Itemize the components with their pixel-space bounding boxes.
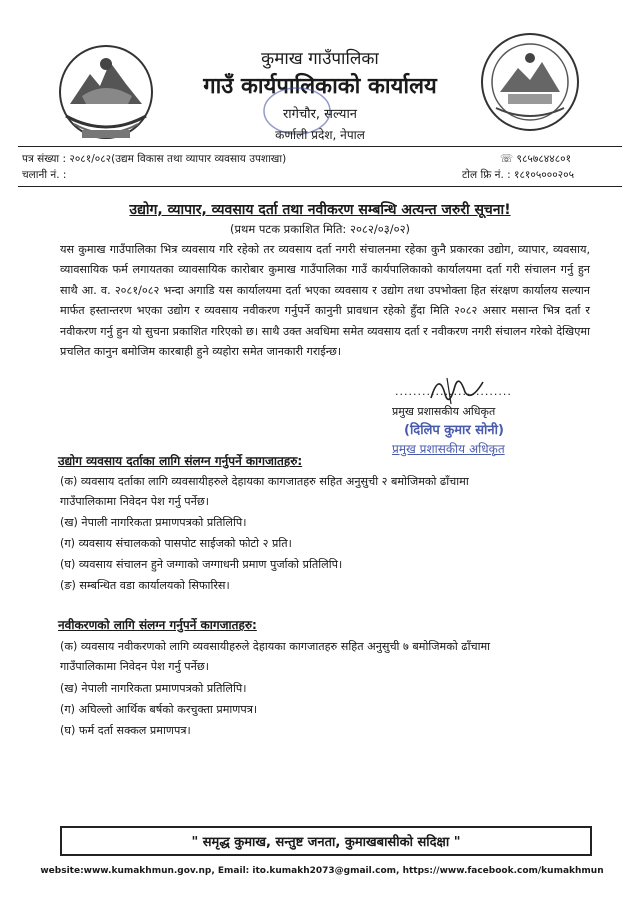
phone-icon: ☏ <box>500 153 514 165</box>
renewal-heading: नवीकरणको लागि संलग्न गर्नुपर्ने कागजातहरु: <box>58 618 257 632</box>
reference-number: पत्र संख्या : २०८१/०८२(उद्यम विकास तथा व्यापार व्यवसाय उपशाखा) <box>22 153 287 165</box>
office-address: रागेचौर, सल्यान <box>282 107 358 122</box>
notice-body: यस कुमाख गाउँपालिका भित्र व्यवसाय गरि रहेको तर व्यवसाय दर्ता नगरी संचालनमा रहेका कुनै प्रकारका उद्योग, व्यापार, व्यवसाय, व्यावसायिक फर्म लगायतका व्यावसायिक कारोबार कुमाख गाउँपालिका गाउँ कार्यपालिकाको कार्यालयमा दर्ता गरी संचालन गर्नु हुन साथै आ. व. २०८१/०८२ भन्दा अगाडि यस कार्यालयमा दर्ता भएका व्यवसाय र उद्योग तथा उपभोक्ता हित संरक्षण कार्यालय सल्यान मार्फत हस्तान्तरण भएका उद्योग र व्यवसाय नवीकरण गर्नुपर्ने कानुनी प्रावधान रहेको हुँदा मिति २०८२ असार मसान्त भित्र दर्ता र नवीकरण गर्नु हुन यो सुचना प्रकाशित गरिएको छ। साथै उक्त अवधिमा समेत व्यवसाय दर्ता र नवीकरण नगरी संचालन गरेको देखिएमा प्रचलित कानुन बमोजिम कारबाही हुने व्यहोरा समेत जानकारी गराईन्छ। <box>60 243 590 359</box>
list-item: (ग) अघिल्लो आर्थिक बर्षको करचुक्ता प्रमाणपत्र। <box>60 703 258 716</box>
list-item: गाउँपालिकामा निवेदन पेश गर्नु पर्नेछ। <box>60 495 209 508</box>
dispatch-number: चलानी नं. : <box>22 169 67 181</box>
signatory-title: प्रमुख प्रशासकीय अधिकृत <box>392 405 496 418</box>
signatory-stamp: प्रमुख प्रशासकीय अधिकृत <box>392 442 505 456</box>
office-name: गाउँ कार्यपालिकाको कार्यालय <box>203 74 437 99</box>
municipality-name: कुमाख गाउँपालिका <box>261 49 379 69</box>
list-item: (क) व्यवसाय नवीकरणको लागि व्यवसायीहरुले देहायका कागजातहरु सहित अनुसुची ७ बमोजिमको ढाँचामा <box>60 640 491 653</box>
registration-heading: उद्योग व्यवसाय दर्ताका लागि संलग्न गर्नुपर्ने कागजातहरु: <box>58 454 303 468</box>
province-country: कर्णाली प्रदेश, नेपाल <box>275 128 365 142</box>
phone-number: ☏ ९८५७८४४८०१ <box>500 153 572 165</box>
notice-publish-date: (प्रथम पटक प्रकाशित मिति: २०८२/०३/०२) <box>229 222 411 236</box>
header-divider <box>18 146 622 147</box>
list-item: (ग) व्यवसाय संचालकको पासपोट साईजको फोटो २ प्रति। <box>60 537 292 550</box>
list-item: गाउँपालिकामा निवेदन पेश गर्नु पर्नेछ। <box>60 660 209 673</box>
meta-divider <box>18 186 622 187</box>
list-item: (घ) फर्म दर्ता सक्कल प्रमाणपत्र। <box>60 724 191 737</box>
footer-slogan: " समृद्ध कुमाख, सन्तुष्ट जनता, कुमाखबासीको सदिक्षा " <box>60 826 592 856</box>
list-item: (क) व्यवसाय दर्ताका लागि व्यवसायीहरुले देहायका कागजातहरु सहित अनुसुची २ बमोजिमको ढाँचामा <box>60 475 469 488</box>
list-item: (ङ) सम्बन्धित वडा कार्यालयको सिफारिस। <box>60 579 230 592</box>
list-item: (ख) नेपाली नागरिकता प्रमाणपत्रको प्रतिलिपि। <box>60 516 247 529</box>
signature-line: .......................... <box>395 385 512 398</box>
toll-free-number: टोल फ्रि नं. : १८१०५०००२०५ <box>462 169 575 181</box>
list-item: (ख) नेपाली नागरिकता प्रमाणपत्रको प्रतिलिपि। <box>60 682 247 695</box>
signatory-name: (दिलिप कुमार सोनी) <box>404 423 504 438</box>
list-item: (घ) व्यवसाय संचालन हुने जग्गाको जग्गाधनी प्रमाण पुर्जाको प्रतिलिपि। <box>60 558 343 571</box>
notice-title: उद्योग, व्यापार, व्यवसाय दर्ता तथा नवीकरण सम्बन्धि अत्यन्त जरुरी सूचना! <box>129 202 511 218</box>
footer-contact-links: website:www.kumakhmun.gov.np, Email: ito.kumakh2073@gmail.com, https://www.facebook.com/kumakhmun <box>40 866 604 876</box>
